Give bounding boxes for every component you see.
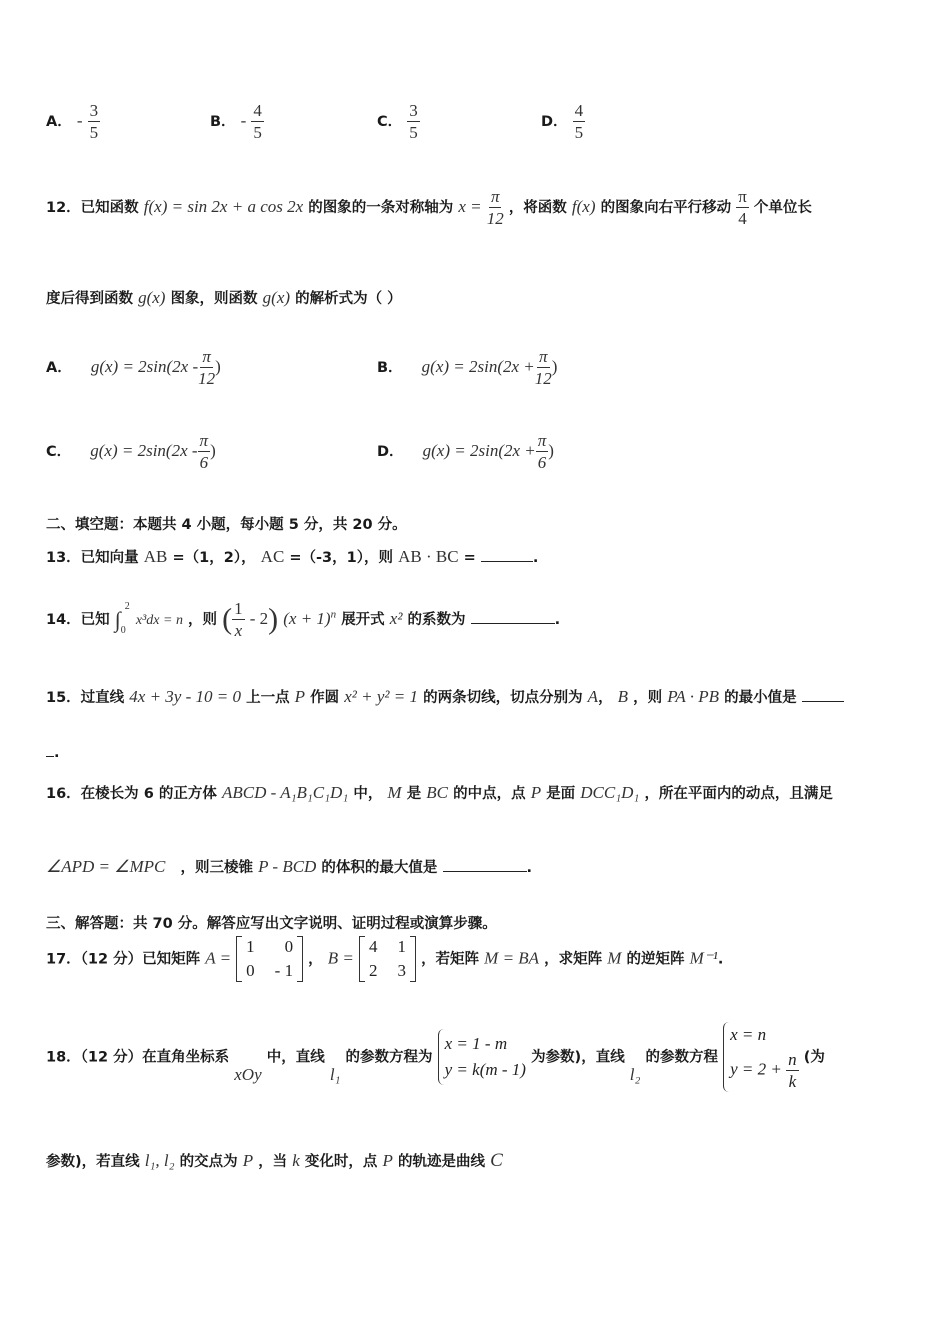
text: 的系数为 bbox=[407, 612, 466, 628]
segment-bc: BC bbox=[426, 783, 449, 802]
matrix-a bbox=[236, 936, 303, 982]
numerator: n bbox=[788, 1049, 797, 1069]
matrix-m: M bbox=[607, 948, 622, 968]
numerator: 1 bbox=[234, 599, 243, 618]
denominator: 12 bbox=[198, 369, 216, 388]
q12-line-1 bbox=[46, 188, 812, 227]
matrix-entry: 0 bbox=[284, 937, 294, 956]
fraction bbox=[536, 432, 549, 471]
denominator: 6 bbox=[199, 453, 209, 472]
fraction bbox=[786, 1051, 799, 1090]
integrand: x³dx = n bbox=[135, 613, 183, 628]
numerator: 3 bbox=[89, 101, 99, 120]
big-paren-open: ( bbox=[222, 602, 233, 636]
numerator: 4 bbox=[574, 101, 584, 120]
denominator: x bbox=[234, 621, 243, 640]
paren: ) bbox=[215, 357, 221, 376]
text: 15．过直线 bbox=[46, 690, 125, 706]
text: 为参数)，直线 bbox=[531, 1049, 625, 1066]
line-l2: l₂ bbox=[629, 1064, 641, 1084]
function-name: g(x) bbox=[262, 288, 291, 307]
text: 是 bbox=[406, 786, 422, 802]
denominator: 12 bbox=[486, 209, 504, 228]
text: ，则 bbox=[188, 612, 218, 628]
q12-option-c bbox=[46, 432, 216, 471]
text: 的参数方程为 bbox=[345, 1049, 433, 1066]
q18-line-1 bbox=[46, 1022, 825, 1092]
matrix-entry: 1 bbox=[397, 937, 406, 956]
point-p: P bbox=[530, 783, 542, 802]
text: ，则 bbox=[633, 690, 663, 706]
bracket-right bbox=[297, 936, 303, 982]
option-label: C． bbox=[377, 114, 403, 130]
option-label: D． bbox=[541, 114, 568, 130]
text: 的解析式为（ ） bbox=[295, 291, 402, 307]
numerator: π bbox=[199, 431, 209, 450]
q16-line-1 bbox=[46, 782, 833, 803]
period: . bbox=[554, 612, 561, 628]
text: 的逆矩阵 bbox=[626, 951, 685, 968]
text: = bbox=[463, 550, 476, 566]
exponent: n bbox=[330, 608, 337, 621]
matrix-entry: - 1 bbox=[274, 961, 294, 980]
curve-c: C bbox=[490, 1150, 503, 1171]
text: 的图象的一条对称轴为 bbox=[308, 200, 454, 216]
text: 个单位长 bbox=[753, 200, 812, 216]
answer-blank[interactable] bbox=[471, 609, 555, 624]
parameter-k: k bbox=[292, 1151, 300, 1170]
x-squared: x² bbox=[389, 609, 403, 628]
option-label: D． bbox=[377, 444, 404, 460]
text: 参数)，若直线 bbox=[46, 1154, 140, 1170]
text: 16．在棱长为 6 的正方体 bbox=[46, 786, 217, 802]
shift-fraction bbox=[736, 188, 749, 227]
fraction bbox=[251, 102, 264, 141]
denominator: 4 bbox=[738, 209, 747, 228]
point-m: M bbox=[387, 783, 402, 802]
matrix-entry: 0 bbox=[246, 961, 255, 980]
brace bbox=[438, 1029, 445, 1085]
system-2-equations bbox=[730, 1025, 799, 1090]
coordinate-system: xOy bbox=[234, 1064, 262, 1084]
equation: x = 1 - m bbox=[444, 1034, 508, 1053]
line-equation: 4x + 3y - 10 = 0 bbox=[129, 687, 241, 706]
section-2-heading: 二、填空题：本题共 4 小题，每小题 5 分，共 20 分。 bbox=[46, 517, 407, 533]
answer-blank[interactable] bbox=[802, 687, 844, 702]
q16-line-2 bbox=[46, 856, 532, 877]
text: 12．已知函数 bbox=[46, 200, 139, 216]
option-label: C． bbox=[46, 444, 72, 460]
period: . bbox=[717, 951, 724, 968]
text: =（1，2）， bbox=[172, 550, 256, 566]
text: 14．已知 bbox=[46, 612, 110, 628]
option-label: B． bbox=[210, 114, 236, 130]
text: 变化时，点 bbox=[304, 1154, 378, 1170]
text: ，则三棱锥 bbox=[180, 860, 253, 876]
text: 上一点 bbox=[246, 690, 290, 706]
denominator: k bbox=[788, 1071, 797, 1091]
option-label: A． bbox=[46, 360, 72, 376]
dot-product: PA · PB bbox=[667, 687, 720, 706]
cube-name: ABCD - A₁B₁C₁D₁ bbox=[221, 783, 349, 802]
matrix-a-label: A = bbox=[205, 948, 232, 968]
fraction bbox=[88, 102, 101, 141]
matrix-entry: 3 bbox=[397, 961, 406, 980]
option-label: A． bbox=[46, 114, 72, 130]
period: . bbox=[532, 550, 539, 566]
denominator: 5 bbox=[409, 123, 418, 142]
option-expression: g(x) = 2sin(2x + bbox=[422, 441, 536, 460]
matrix-inverse: M⁻¹ bbox=[689, 948, 718, 968]
numerator: 4 bbox=[253, 101, 262, 120]
point-p: P bbox=[294, 687, 306, 706]
numerator: π bbox=[738, 187, 747, 206]
text: 的体积的最大值是 bbox=[321, 860, 438, 876]
point-p: P bbox=[382, 1151, 393, 1170]
matrix-entry: 2 bbox=[368, 961, 378, 980]
paren: ) bbox=[210, 441, 216, 460]
point-a: A bbox=[587, 687, 599, 706]
equation-lhs: y = 2 + bbox=[730, 1058, 782, 1078]
system-1-equations bbox=[445, 1034, 526, 1080]
denominator: 6 bbox=[537, 453, 547, 472]
option-expression: g(x) = 2sin(2x - bbox=[90, 357, 199, 376]
equation: x = n bbox=[730, 1024, 767, 1044]
text: 作圆 bbox=[310, 690, 340, 706]
paren: ) bbox=[548, 441, 554, 460]
equation bbox=[730, 1051, 799, 1090]
text: 的中点，点 bbox=[453, 786, 526, 802]
text: 17．（12 分）已知矩阵 bbox=[46, 951, 201, 968]
angle-condition: ∠APD = ∠MPC bbox=[46, 857, 166, 876]
integral bbox=[114, 600, 131, 636]
denominator: 12 bbox=[534, 369, 552, 388]
denominator: 5 bbox=[253, 123, 262, 142]
q15-line-2 bbox=[46, 742, 60, 761]
fraction bbox=[407, 102, 420, 141]
lower-limit: 0 bbox=[120, 624, 126, 636]
fraction bbox=[573, 102, 586, 141]
text: 18．（12 分）在直角坐标系 bbox=[46, 1049, 230, 1066]
numerator: π bbox=[539, 347, 548, 366]
answer-blank[interactable] bbox=[481, 547, 533, 562]
matrix-entry: 4 bbox=[368, 937, 378, 956]
pyramid-name: P - BCD bbox=[258, 857, 317, 876]
text: 是面 bbox=[546, 786, 576, 802]
system-2 bbox=[723, 1022, 799, 1092]
numerator: π bbox=[490, 187, 500, 206]
text: ，当 bbox=[258, 1154, 288, 1170]
equation: y = k(m - 1) bbox=[444, 1060, 526, 1079]
vector-ab: AB bbox=[143, 547, 168, 566]
function-name: f(x) bbox=[571, 197, 596, 216]
section-3-heading: 三、解答题：共 70 分。解答应写出文字说明、证明过程或演算步骤。 bbox=[46, 916, 497, 932]
q12-option-a bbox=[46, 348, 221, 387]
period: . bbox=[526, 860, 533, 876]
fraction bbox=[535, 348, 552, 387]
axis-fraction bbox=[487, 188, 504, 227]
text: 13．已知向量 bbox=[46, 550, 139, 566]
circle-equation: x² + y² = 1 bbox=[344, 687, 418, 706]
system-1 bbox=[438, 1029, 526, 1085]
q12-option-b bbox=[377, 348, 557, 387]
line-l1: l₁ bbox=[329, 1064, 341, 1084]
function-name: g(x) bbox=[138, 288, 166, 307]
numerator: π bbox=[537, 431, 547, 450]
text: ，将函数 bbox=[508, 200, 567, 216]
q17 bbox=[46, 936, 723, 982]
q11-option-b bbox=[210, 102, 264, 141]
fraction bbox=[198, 432, 211, 471]
minus-two: - 2 bbox=[249, 609, 269, 628]
matrix-entry: 1 bbox=[246, 937, 255, 956]
option-expression: g(x) = 2sin(2x - bbox=[90, 441, 198, 460]
answer-blank[interactable] bbox=[443, 857, 527, 872]
comma: ， bbox=[308, 951, 323, 968]
text: 图象，则函数 bbox=[170, 291, 258, 307]
matrix-b-entries bbox=[365, 937, 410, 981]
q15-line-1 bbox=[46, 686, 844, 707]
answer-blank-continued[interactable] bbox=[46, 742, 54, 757]
text: ，若矩阵 bbox=[421, 951, 480, 968]
q12-option-d bbox=[377, 432, 554, 471]
text: 的交点为 bbox=[179, 1154, 238, 1170]
q14 bbox=[46, 600, 560, 639]
text: 的两条切线，切点分别为 bbox=[423, 690, 583, 706]
q13 bbox=[46, 546, 538, 567]
text: 中，直线 bbox=[266, 1049, 325, 1066]
numerator: π bbox=[202, 347, 211, 366]
binomial: (x + 1) bbox=[283, 609, 331, 628]
text: 的最小值是 bbox=[724, 690, 797, 706]
option-label: B． bbox=[377, 360, 403, 376]
vector-ac: AC bbox=[260, 547, 285, 566]
matrix-a-entries bbox=[242, 937, 297, 981]
comma: ， bbox=[598, 690, 613, 706]
big-paren-close: ) bbox=[268, 602, 279, 636]
paren: ) bbox=[551, 357, 558, 376]
numerator: 3 bbox=[409, 101, 418, 120]
text: ，所在平面内的动点，且满足 bbox=[644, 786, 833, 802]
text: =（-3，1），则 bbox=[289, 550, 393, 566]
matrix-b bbox=[359, 936, 416, 982]
q12-line-2 bbox=[46, 287, 402, 308]
point-b: B bbox=[617, 687, 629, 706]
point-p: P bbox=[242, 1151, 254, 1170]
matrix-equation: M = BA bbox=[484, 948, 540, 968]
upper-limit: 2 bbox=[124, 600, 130, 612]
text: 的轨迹是曲线 bbox=[398, 1154, 485, 1170]
q18-line-2 bbox=[46, 1150, 503, 1172]
period: . bbox=[54, 745, 60, 761]
face-name: DCC₁D₁ bbox=[580, 783, 640, 802]
option-expression: g(x) = 2sin(2x + bbox=[421, 357, 535, 376]
function-expression: f(x) = sin 2x + a cos 2x bbox=[143, 197, 304, 216]
text: 中， bbox=[353, 786, 383, 802]
q11-option-c bbox=[377, 102, 420, 141]
axis-lhs: x = bbox=[458, 197, 482, 216]
dot-product: AB · BC bbox=[398, 547, 459, 566]
text: 的图象向右平行移动 bbox=[600, 200, 732, 216]
q11-option-a bbox=[46, 102, 100, 141]
text: 的参数方程 bbox=[645, 1049, 719, 1066]
q11-option-d bbox=[541, 102, 585, 141]
integral-sign: ∫ bbox=[114, 606, 121, 632]
denominator: 5 bbox=[89, 123, 99, 142]
lines-l1-l2: l₁, l₂ bbox=[144, 1151, 175, 1170]
matrix-b-label: B = bbox=[327, 948, 354, 968]
text: (为 bbox=[803, 1049, 825, 1066]
bracket-right bbox=[410, 936, 416, 982]
minus-sign: - bbox=[76, 111, 83, 130]
text: ，求矩阵 bbox=[544, 951, 603, 968]
denominator: 5 bbox=[574, 123, 584, 142]
fraction bbox=[198, 348, 215, 387]
text: 展开式 bbox=[341, 612, 385, 628]
minus-sign: - bbox=[240, 111, 247, 130]
fraction bbox=[232, 600, 245, 639]
text: 度后得到函数 bbox=[46, 291, 133, 307]
